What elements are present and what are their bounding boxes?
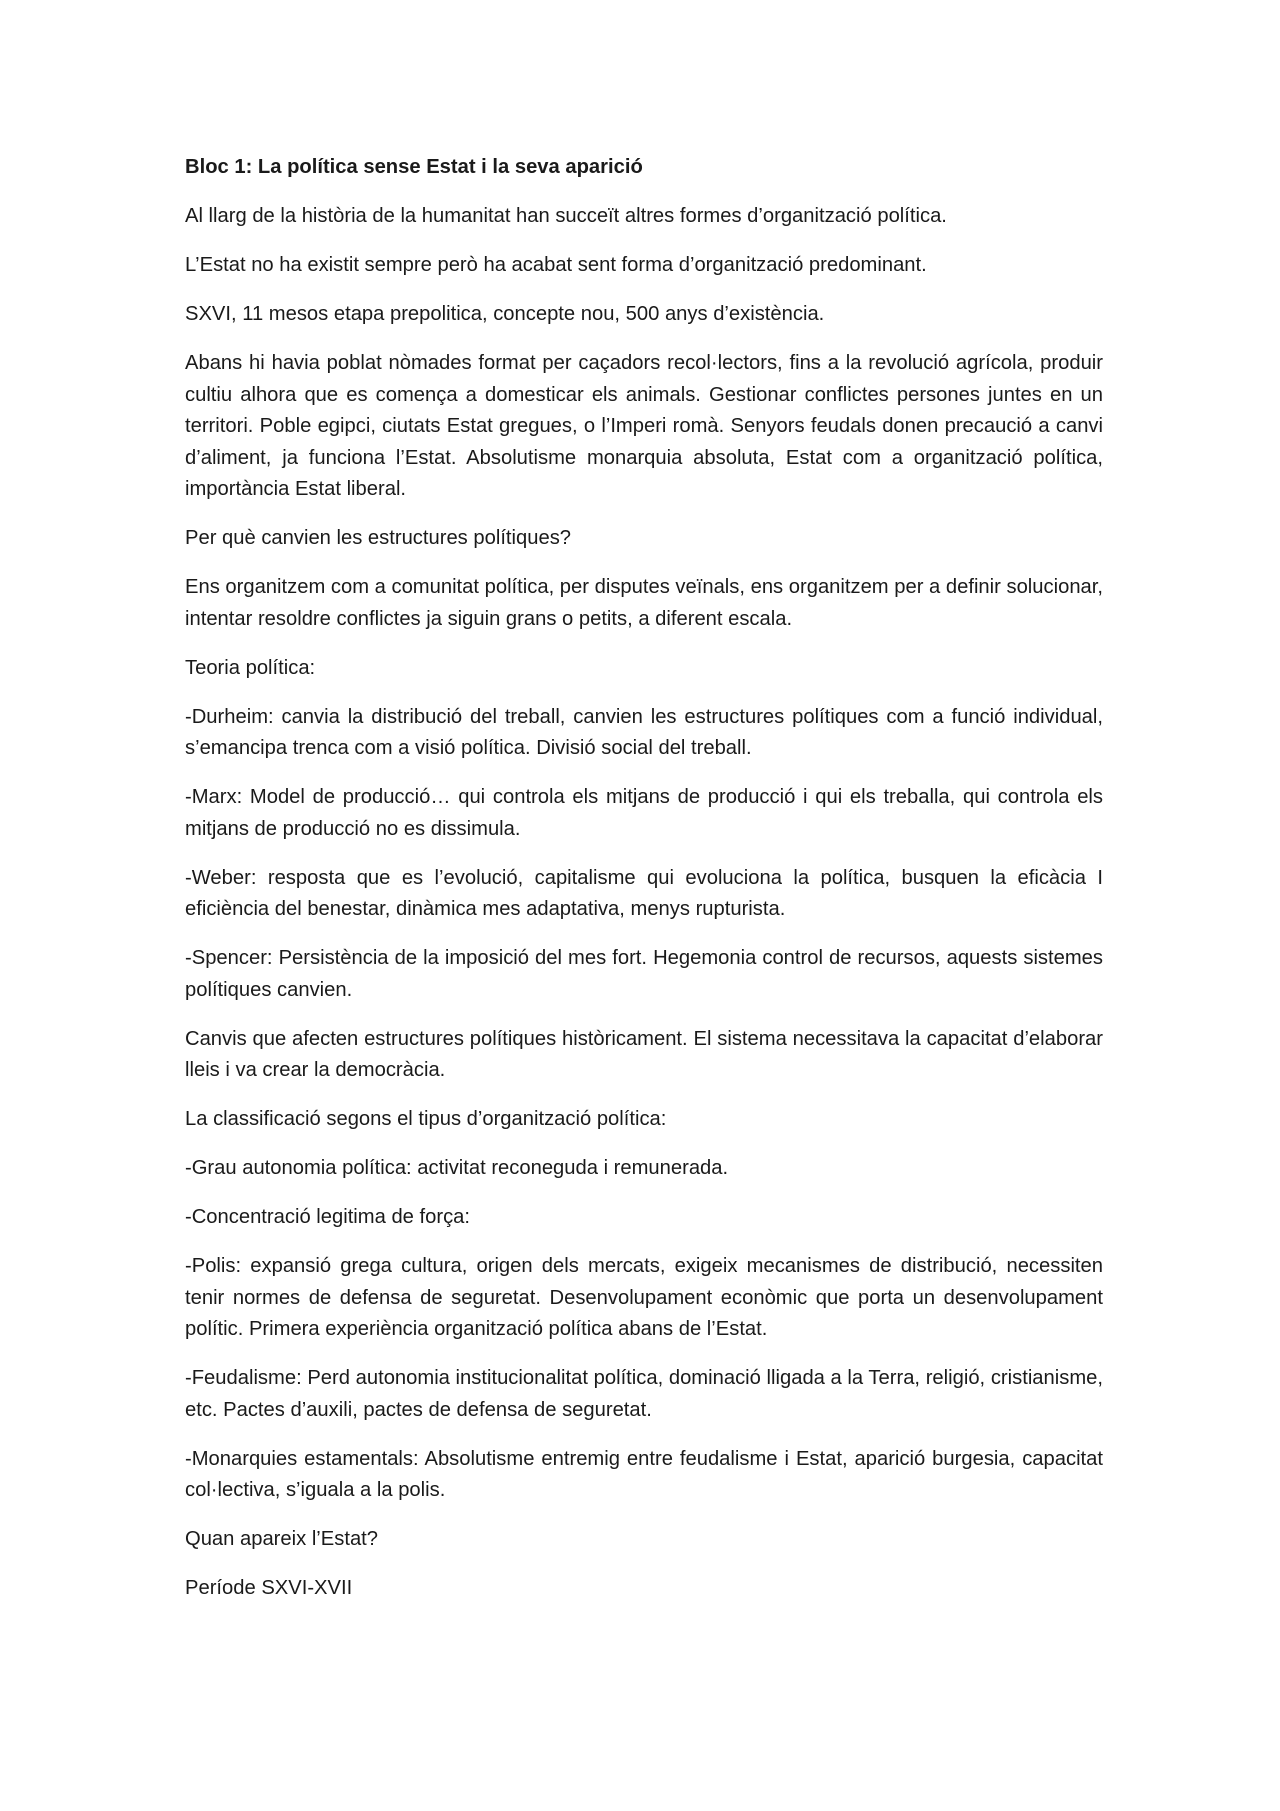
paragraph-durheim: -Durheim: canvia la distribució del treball, canvien les estructures polítiques com a funció individual, s’emancipa trenca com a visió política. Divisió social del treball.	[185, 705, 1103, 759]
paragraph-feudalism: -Feudalisme: Perd autonomia institucionalitat política, dominació lligada a la Terra, religió, cristianisme, etc. Pactes d’auxili, pactes de defensa de seguretat.	[185, 1367, 1103, 1421]
paragraph-question-state: Quan apareix l’Estat?	[185, 1528, 379, 1550]
paragraph-state-predominant: L’Estat no ha existit sempre però ha acabat sent forma d’organització predominant.	[185, 254, 927, 276]
paragraph-autonomy: -Grau autonomia política: activitat reconeguda i remunerada.	[185, 1157, 729, 1179]
paragraph-classification: La classificació segons el tipus d’organització política:	[185, 1108, 667, 1130]
paragraph-question-structures: Per què canvien les estructures polítiques?	[185, 527, 572, 549]
paragraph-monarchies: -Monarquies estamentals: Absolutisme entremig entre feudalisme i Estat, aparició burgesia, capacitat col·lectiva, s’iguala a la polis.	[185, 1447, 1103, 1501]
paragraph-community: Ens organitzem com a comunitat política, per disputes veïnals, ens organitzem per a definir solucionar, intentar resoldre conflictes ja siguin grans o petits, a diferent escala.	[185, 576, 1103, 630]
paragraph-political-theory: Teoria política:	[185, 656, 316, 679]
paragraph-history: Al llarg de la història de la humanitat han succeït altres formes d’organització política.	[185, 205, 947, 227]
paragraph-period: Període SXVI-XVII	[185, 1577, 353, 1599]
paragraph-sxvi: SXVI, 11 mesos etapa prepolitica, concepte nou, 500 anys d’existència.	[185, 303, 825, 325]
document-title: Bloc 1: La política sense Estat i la seva aparició	[185, 156, 643, 178]
paragraph-weber: -Weber: resposta que es l’evolució, capitalisme qui evoluciona la política, busquen la eficàcia I eficiència del benestar, dinàmica mes adaptativa, menys rupturista.	[185, 866, 1103, 920]
paragraph-spencer: -Spencer: Persistència de la imposició del mes fort. Hegemonia control de recursos, aquests sistemes polítiques canvien.	[185, 947, 1103, 1001]
document-page	[185, 152, 1103, 1622]
paragraph-nomads: Abans hi havia poblat nòmades format per caçadors recol·lectors, fins a la revolució agrícola, produir cultiu alhora que es comença a domesticar els animals. Gestionar conflictes persones juntes en un territori. Poble egipci, ciutats Estat gregues, o l’Imperi romà. Senyors feudals donen precaució a canvi d’aliment, ja funciona l’Estat. Absolutisme monarquia absoluta, Estat com a organització política, importància Estat liberal.	[185, 352, 1103, 500]
paragraph-force: -Concentració legitima de força:	[185, 1206, 471, 1228]
paragraph-polis: -Polis: expansió grega cultura, origen dels mercats, exigeix mecanismes de distribució, necessiten tenir normes de defensa de seguretat. Desenvolupament econòmic que porta un desenvolupament polític. Primera experiència organització política abans de l’Estat.	[185, 1255, 1103, 1340]
paragraph-marx: -Marx: Model de producció… qui controla els mitjans de producció i qui els treballa, qui controla els mitjans de producció no es dissimula.	[185, 786, 1103, 840]
paragraph-changes: Canvis que afecten estructures polítiques històricament. El sistema necessitava la capacitat d’elaborar lleis i va crear la democràcia.	[185, 1027, 1103, 1081]
